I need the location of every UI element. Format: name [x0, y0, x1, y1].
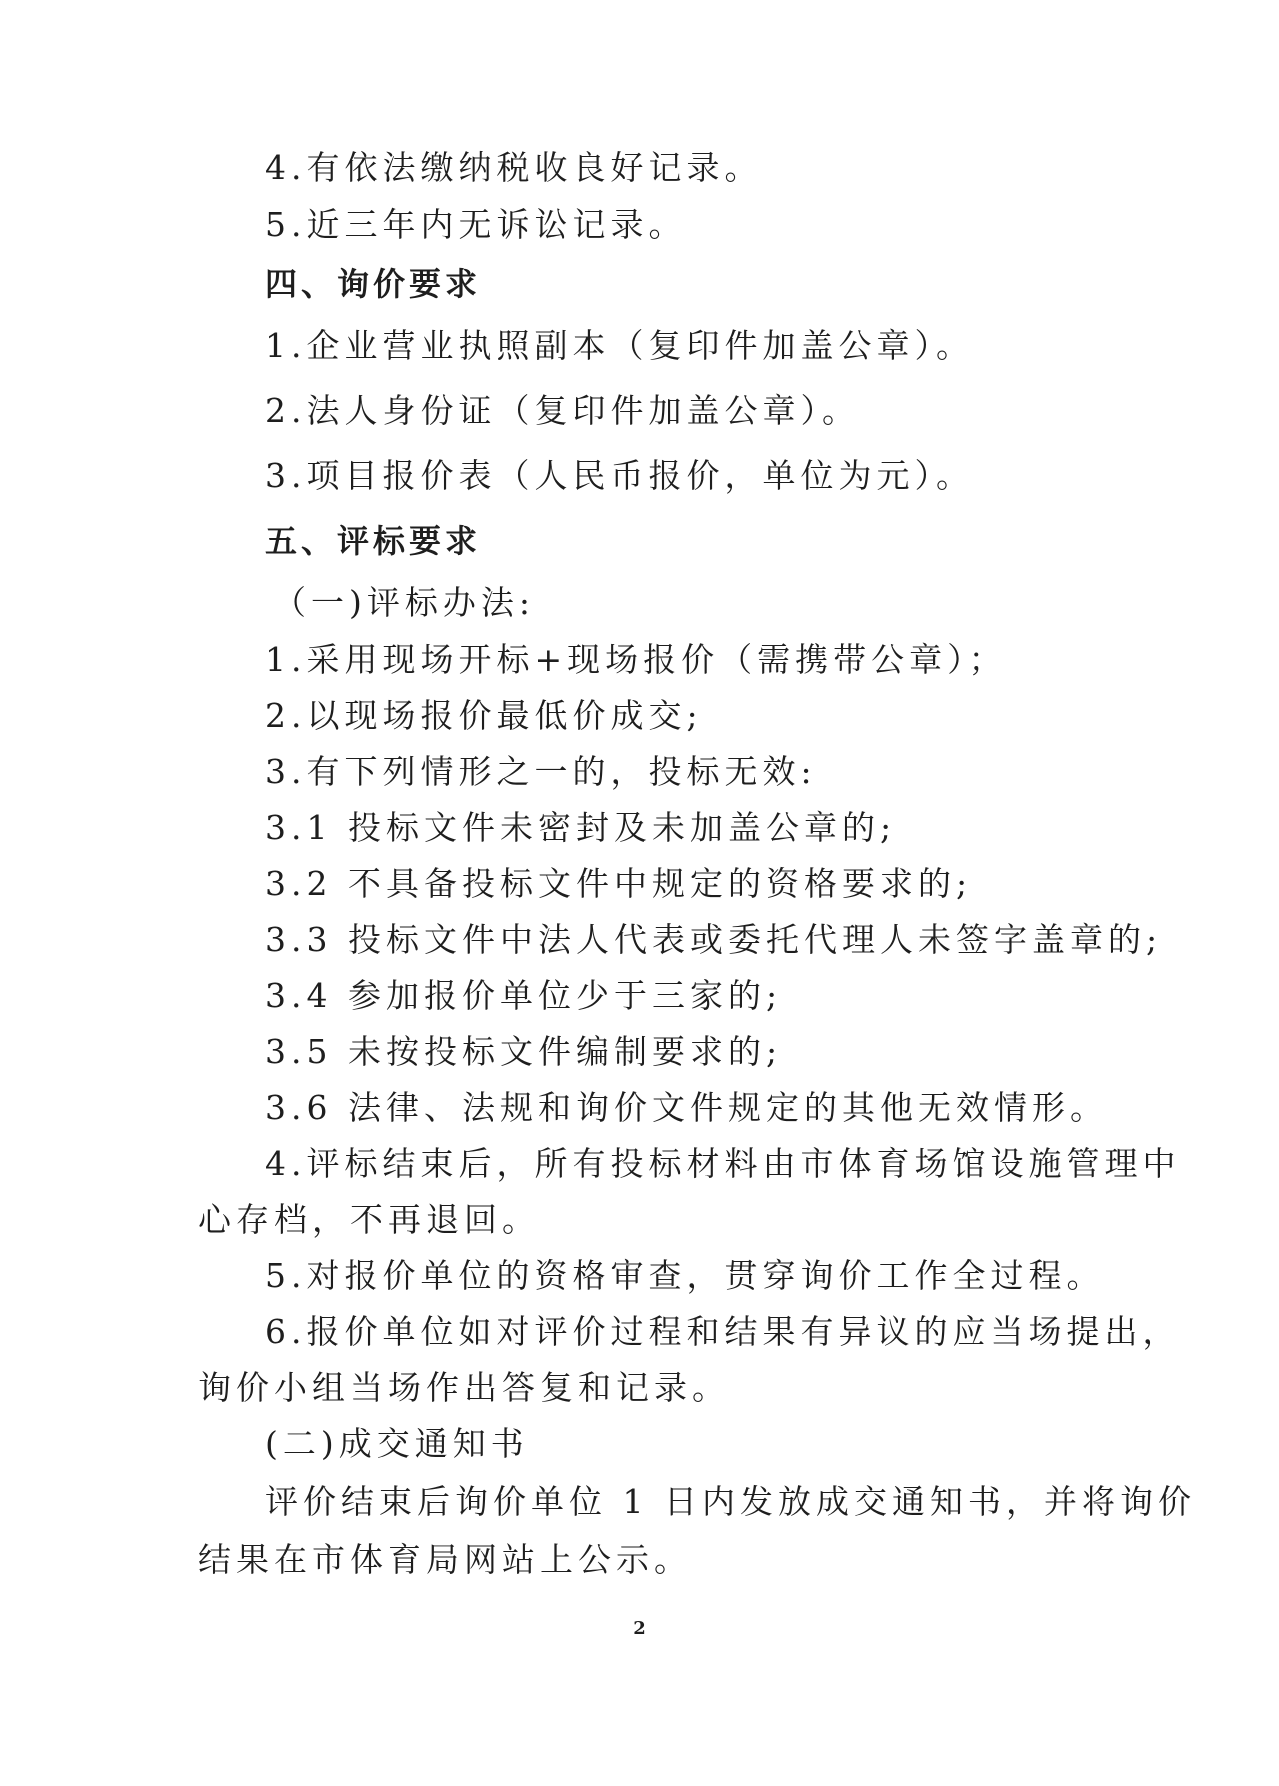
- inquiry-requirement-2: 2.法人身份证（复印件加盖公章）。: [265, 391, 860, 430]
- inquiry-requirement-1: 1.企业营业执照副本（复印件加盖公章）。: [265, 326, 974, 365]
- evaluation-rule-3: 3.有下列情形之一的，投标无效:: [265, 752, 817, 791]
- invalid-case-3-3: 3.3 投标文件中法人代表或委托代理人未签字盖章的;: [265, 920, 1163, 959]
- section-heading-inquiry-requirements: 四、询价要求: [265, 265, 482, 303]
- page-number: 2: [633, 1618, 646, 1639]
- invalid-case-3-1: 3.1 投标文件未密封及未加盖公章的;: [265, 808, 897, 847]
- subsection-heading-award-notice: (二)成交通知书: [265, 1424, 529, 1463]
- qualification-item-5: 5.近三年内无诉讼记录。: [265, 205, 687, 244]
- evaluation-rule-6-line-2: 询价小组当场作出答复和记录。: [198, 1368, 730, 1407]
- evaluation-rule-4-line-1: 4.评标结束后，所有投标材料由市体育场馆设施管理中: [265, 1144, 1181, 1183]
- inquiry-requirement-3: 3.项目报价表（人民币报价，单位为元）。: [265, 456, 974, 495]
- invalid-case-3-2: 3.2 不具备投标文件中规定的资格要求的;: [265, 864, 973, 903]
- evaluation-rule-6-line-1: 6.报价单位如对评价过程和结果有异议的应当场提出，: [265, 1312, 1181, 1351]
- section-heading-evaluation-requirements: 五、评标要求: [265, 522, 482, 560]
- qualification-item-4: 4.有依法缴纳税收良好记录。: [265, 148, 763, 187]
- invalid-case-3-5: 3.5 未按投标文件编制要求的;: [265, 1032, 783, 1071]
- invalid-case-3-4: 3.4 参加报价单位少于三家的;: [265, 976, 783, 1015]
- award-notice-text-line-1: 评价结束后询价单位 1 日内发放成交通知书，并将询价: [265, 1482, 1196, 1521]
- evaluation-rule-4-line-2: 心存档，不再退回。: [198, 1200, 540, 1239]
- evaluation-rule-5: 5.对报价单位的资格审查，贯穿询价工作全过程。: [265, 1256, 1105, 1295]
- award-notice-text-line-2: 结果在市体育局网站上公示。: [198, 1540, 692, 1579]
- invalid-case-3-6: 3.6 法律、法规和询价文件规定的其他无效情形。: [265, 1088, 1108, 1127]
- subsection-heading-evaluation-method: （一)评标办法:: [273, 583, 535, 622]
- evaluation-rule-2: 2.以现场报价最低价成交;: [265, 696, 703, 735]
- evaluation-rule-1: 1.采用现场开标+现场报价（需携带公章）；: [265, 640, 1007, 679]
